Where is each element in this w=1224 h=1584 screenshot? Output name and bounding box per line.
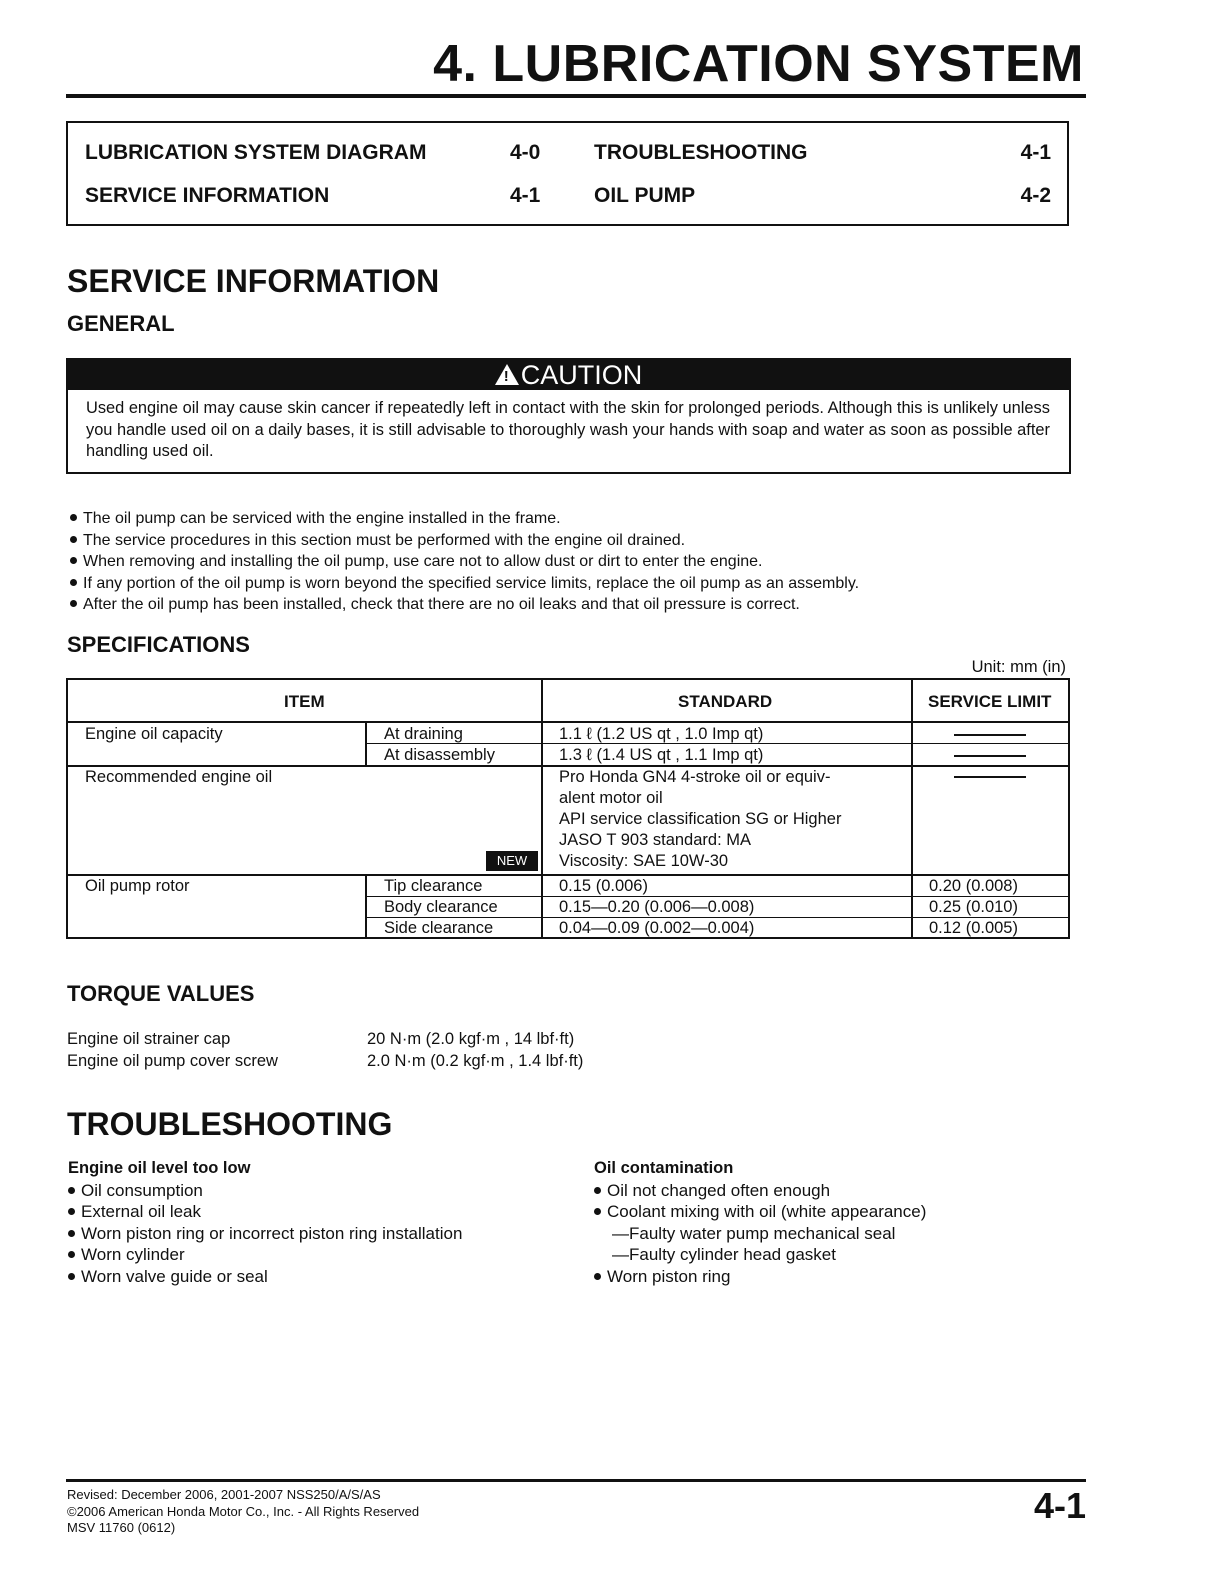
table-cell: Engine oil capacity: [85, 725, 223, 743]
list-item: Worn cylinder: [68, 1244, 462, 1266]
list-subitem: —Faulty water pump mechanical seal: [612, 1223, 896, 1243]
page-number: 4-1: [1033, 1485, 1086, 1526]
bullet-icon: [70, 600, 77, 607]
toc-row: [68, 184, 1067, 214]
torque-item: Engine oil strainer cap: [67, 1030, 231, 1048]
bullet-icon: [68, 1273, 75, 1280]
service-information-heading: SERVICE INFORMATION: [67, 263, 440, 299]
table-cell: 1.3 ℓ (1.4 US qt , 1.1 Imp qt): [559, 746, 764, 764]
chapter-title: 4. LUBRICATION SYSTEM: [433, 35, 1084, 93]
table-cell: 1.1 ℓ (1.2 US qt , 1.0 Imp qt): [559, 725, 764, 743]
list-item: After the oil pump has been installed, check that there are no oil leaks and that oil pressure is correct.: [70, 594, 859, 616]
general-heading: GENERAL: [67, 311, 175, 336]
bullet-icon: [594, 1187, 601, 1194]
list-item: Oil consumption: [68, 1180, 462, 1202]
footer-doc-id: MSV 11760 (0612): [67, 1520, 176, 1535]
toc-page: 4-1: [1020, 141, 1051, 164]
toc-link-troubleshooting[interactable]: TROUBLESHOOTING: [594, 141, 808, 164]
table-cell: Pro Honda GN4 4-stroke oil or equiv-: [559, 768, 831, 786]
table-cell: 0.25 (0.010): [929, 898, 1018, 916]
bullet-icon: [68, 1230, 75, 1237]
table-cell: JASO T 903 standard: MA: [559, 831, 751, 849]
header-item: ITEM: [284, 692, 325, 711]
table-cell: Side clearance: [384, 919, 494, 937]
table-cell: alent motor oil: [559, 789, 663, 807]
table-cell: API service classification SG or Higher: [559, 810, 842, 828]
torque-list: [67, 1029, 584, 1072]
footer-revision: Revised: December 2006, 2001-2007 NSS250/A/S/AS: [67, 1487, 381, 1502]
table-cell: 0.04—0.09 (0.002—0.004): [559, 919, 755, 937]
table-cell: Tip clearance: [384, 877, 483, 895]
list-item: Worn piston ring: [594, 1266, 926, 1288]
header-standard: STANDARD: [678, 692, 773, 711]
table-cell: 0.15 (0.006): [559, 877, 648, 895]
toc-page: 4-2: [1020, 184, 1051, 207]
bullet-icon: [70, 514, 77, 521]
list-item: The service procedures in this section must be performed with the engine oil drained.: [70, 530, 859, 552]
no-limit-dash: [954, 734, 1026, 736]
toc-page: 4-1: [510, 184, 541, 207]
no-limit-dash: [954, 776, 1026, 778]
toc-link-diagram[interactable]: LUBRICATION SYSTEM DIAGRAM: [85, 141, 427, 164]
list-item: Coolant mixing with oil (white appearance): [594, 1201, 926, 1223]
list-item: Worn piston ring or incorrect piston ring installation: [68, 1223, 462, 1245]
symptom-title: Oil contamination: [594, 1159, 734, 1177]
bullet-icon: [68, 1251, 75, 1258]
toc-box: [66, 121, 1069, 226]
table-cell: At draining: [384, 725, 463, 743]
toc-link-service-information[interactable]: SERVICE INFORMATION: [85, 184, 330, 207]
list-subitem: —Faulty cylinder head gasket: [612, 1245, 836, 1264]
bullet-icon: [70, 557, 77, 564]
table-cell: Viscosity: SAE 10W-30: [559, 852, 729, 870]
list-item: Oil not changed often enough: [594, 1180, 926, 1202]
no-limit-dash: [954, 755, 1026, 757]
torque-value: 2.0 N·m (0.2 kgf·m , 1.4 lbf·ft): [367, 1051, 584, 1070]
table-cell: Recommended engine oil: [85, 768, 273, 786]
footer-copyright: ©2006 American Honda Motor Co., Inc. - All Rights Reserved: [67, 1503, 420, 1519]
list-item: The oil pump can be serviced with the engine installed in the frame.: [70, 508, 859, 530]
troubleshooting-right: [594, 1158, 926, 1287]
caution-box: [66, 358, 1071, 474]
specifications-heading: SPECIFICATIONS: [67, 632, 250, 657]
bullet-icon: [70, 579, 77, 586]
table-cell: 0.20 (0.008): [929, 877, 1018, 895]
caution-bar: [68, 360, 1069, 390]
caution-text: Used engine oil may cause skin cancer if repeatedly left in contact with the skin for prolonged periods. Although this is unlikely unless you handle used oil on a daily bases, it is still advisable to thoroughly wash your hands with soap and water as soon as possible after handling used oil.: [86, 399, 1050, 460]
table-cell: 0.12 (0.005): [929, 919, 1018, 937]
table-cell: Body clearance: [384, 898, 498, 916]
specifications-table: [66, 678, 1070, 939]
troubleshooting-heading: TROUBLESHOOTING: [67, 1106, 393, 1142]
unit-label: Unit: mm (in): [971, 658, 1066, 676]
table-cell: 0.15—0.20 (0.006—0.008): [559, 898, 755, 916]
list-item: External oil leak: [68, 1201, 462, 1223]
torque-value: 20 N·m (2.0 kgf·m , 14 lbf·ft): [367, 1030, 575, 1048]
list-item: When removing and installing the oil pump, use care not to allow dust or dirt to enter the engine.: [70, 551, 859, 573]
table-cell: At disassembly: [384, 746, 495, 764]
list-item: Worn valve guide or seal: [68, 1266, 462, 1288]
new-badge: NEW: [486, 851, 538, 871]
toc-page: 4-0: [510, 141, 541, 164]
bullet-icon: [594, 1208, 601, 1215]
list-item: If any portion of the oil pump is worn beyond the specified service limits, replace the oil pump as an assembly.: [70, 573, 859, 595]
caution-label: CAUTION: [520, 360, 643, 390]
troubleshooting-left: [68, 1158, 462, 1287]
bullet-icon: [594, 1273, 601, 1280]
footer: [67, 1487, 419, 1537]
service-bullets: [70, 508, 859, 616]
symptom-title: Engine oil level too low: [68, 1159, 251, 1177]
bullet-icon: [70, 536, 77, 543]
list-item: [67, 1051, 584, 1073]
header-service-limit: SERVICE LIMIT: [928, 692, 1052, 711]
torque-item: Engine oil pump cover screw: [67, 1051, 278, 1070]
toc-row: [68, 141, 1067, 171]
footer-rule: [66, 1479, 1086, 1482]
torque-values-heading: TORQUE VALUES: [67, 981, 255, 1006]
bullet-icon: [68, 1208, 75, 1215]
bullet-icon: [68, 1187, 75, 1194]
warning-triangle-icon: [495, 364, 519, 385]
toc-link-oil-pump[interactable]: OIL PUMP: [594, 184, 696, 207]
list-item: [67, 1029, 575, 1051]
title-rule: [66, 94, 1086, 98]
table-cell: Oil pump rotor: [85, 877, 190, 895]
